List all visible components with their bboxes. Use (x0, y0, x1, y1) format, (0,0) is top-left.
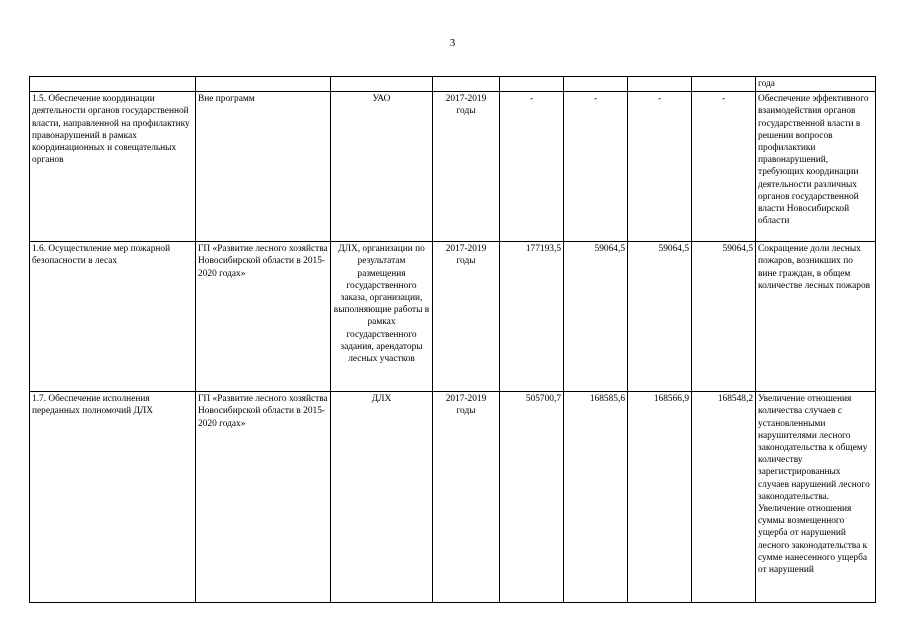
cell-executor: УАО (331, 92, 433, 242)
cell-2019: 59064,5 (692, 242, 756, 392)
cell-empty (500, 77, 564, 92)
cell-2018: - (628, 92, 692, 242)
cell-total: - (500, 92, 564, 242)
cell-total: 177193,5 (500, 242, 564, 392)
cell-period: 2017-2019 годы (433, 392, 500, 603)
cell-empty (564, 77, 628, 92)
cell-program: Вне программ (196, 92, 331, 242)
cell-empty (433, 77, 500, 92)
cell-2017: 168585,6 (564, 392, 628, 603)
cell-task: 1.7. Обеспечение исполнения переданных полномочий ДЛХ (30, 392, 196, 603)
cell-program: ГП «Развитие лесного хозяйства Новосибирской области в 2015-2020 годах» (196, 392, 331, 603)
table-row (30, 242, 876, 392)
cell-2019: - (692, 92, 756, 242)
table-row (30, 392, 876, 603)
cell-result: года (756, 77, 876, 92)
cell-2018: 168566,9 (628, 392, 692, 603)
cell-result: Сокращение доли лесных пожаров, возникших по вине граждан, в общем количестве лесных пожаров (756, 242, 876, 392)
cell-empty (30, 77, 196, 92)
table-row (30, 92, 876, 242)
page-number: 3 (449, 37, 456, 49)
measures-table (29, 76, 876, 603)
cell-task: 1.6. Осуществление мер пожарной безопасности в лесах (30, 242, 196, 392)
cell-period: 2017-2019 годы (433, 242, 500, 392)
cell-2017: 59064,5 (564, 242, 628, 392)
cell-empty (196, 77, 331, 92)
cell-task: 1.5. Обеспечение координации деятельности органов государственной власти, направленной на профилактику правонарушений в рамках координационных и совещательных органов (30, 92, 196, 242)
cell-result: Обеспечение эффективного взаимодействия органов государственной власти в решении вопросов профилактики правонарушений, требующих координации деятельности различных органов государственной власти Новосибирской области (756, 92, 876, 242)
cell-result: Увеличение отношения количества случаев с установленными нарушителями лесного законодательства к общему количеству зарегистрированных случаев нарушений лесного законодательства. Увеличение отношения суммы возмещенного ущерба от нарушений лесного законодательства к сумме нанесенного ущерба от нарушений (756, 392, 876, 603)
cell-period: 2017-2019 годы (433, 92, 500, 242)
cell-2018: 59064,5 (628, 242, 692, 392)
table-row-continuation (30, 77, 876, 92)
cell-2017: - (564, 92, 628, 242)
cell-2019: 168548,2 (692, 392, 756, 603)
cell-program: ГП «Развитие лесного хозяйства Новосибирской области в 2015-2020 годах» (196, 242, 331, 392)
cell-executor: ДЛХ, организации по результатам размещения государственного заказа, организации, выполняющие работы в рамках государственного задания, арендаторы лесных участков (331, 242, 433, 392)
cell-empty (692, 77, 756, 92)
cell-total: 505700,7 (500, 392, 564, 603)
cell-executor: ДЛХ (331, 392, 433, 603)
cell-empty (331, 77, 433, 92)
cell-empty (628, 77, 692, 92)
